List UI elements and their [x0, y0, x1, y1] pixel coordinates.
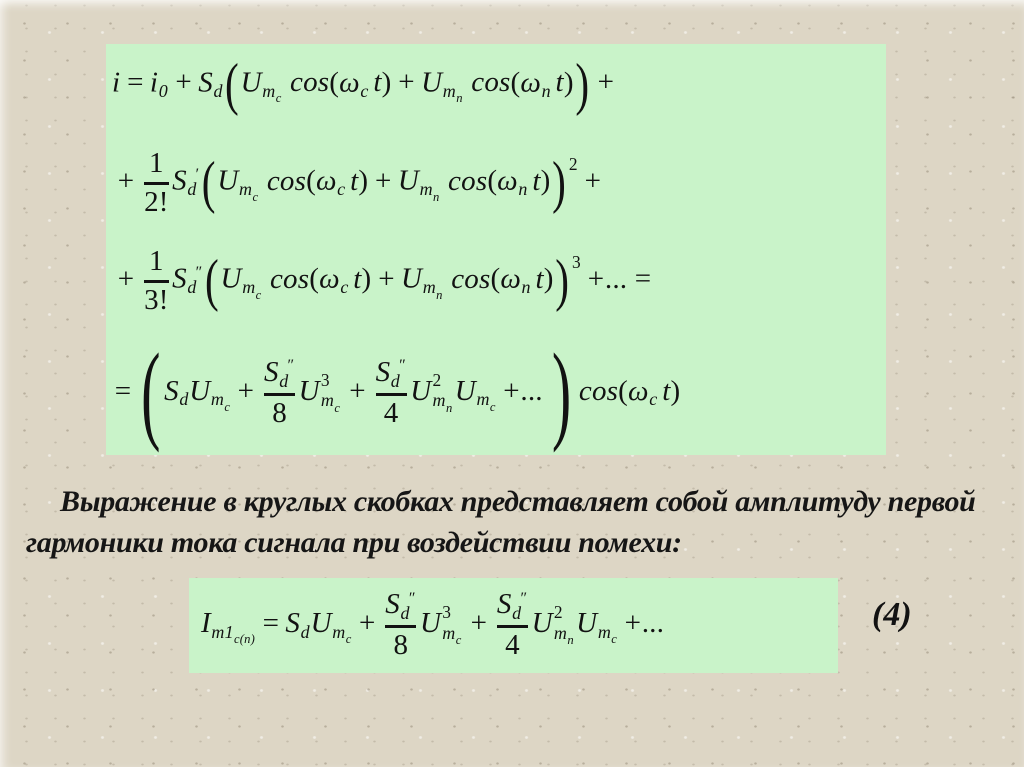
- subscript: $m_c$: [597, 621, 618, 647]
- body-text: [26, 481, 1001, 563]
- exponent: 3: [572, 252, 581, 273]
- big-paren-close: ): [575, 51, 590, 117]
- exponent: 2: [568, 154, 578, 175]
- body-text-line-1: Выражение в круглых скобках представляет собой амплитуду первой: [60, 485, 976, 518]
- fraction: $\frac{Sd''}{8}$: [263, 355, 295, 429]
- big-paren-close: ): [555, 247, 570, 313]
- big-paren-open: (: [225, 51, 239, 117]
- subscript: $m_c$: [332, 621, 352, 647]
- subscript: $m_c$: [210, 389, 231, 414]
- subscript: $m_c$: [242, 277, 262, 302]
- subscript: $m_n$: [419, 179, 440, 204]
- big-paren-open: (: [201, 149, 216, 215]
- eq4-formula-panel: [189, 578, 838, 673]
- giant-paren-open: (: [141, 330, 161, 454]
- fraction: $\frac{1}{3!}$: [144, 245, 169, 316]
- fraction: $\frac{1}{2!}$: [144, 147, 169, 218]
- big-paren-close: ): [552, 149, 567, 215]
- equation-number: (4): [872, 596, 912, 633]
- fraction: $\frac{Sd''}{4}$: [496, 588, 528, 662]
- fraction: $\frac{Sd''}{4}$: [375, 355, 406, 429]
- big-paren-open: (: [204, 247, 219, 313]
- formula-line-3: + $\frac{1}{3!}$ $Sd''(Um_c\cos(\omega c$ $t) + Um_n\cos(\omega n$ t)) $^3$+... =: [115, 245, 653, 316]
- subscript: $m_c$: [476, 389, 496, 414]
- subscript: $m_c$: [262, 81, 282, 106]
- formula-line-4: = ( SdUm$_c$+ $\frac{Sd''}{8}$ U 3 $m_c$ + $\frac{Sd''}{4}$ U 2 $m_n$ $Um_c+$... ) cos(ωc t): [112, 330, 681, 454]
- formula-line-2: + $\frac{1}{2!}$ $Sd'(Um_c\cos(\omega c$ $t) + Um_n\cos(\omega n$ t)) $^2$+: [115, 147, 603, 218]
- fraction: $\frac{Sd''}{8}$: [385, 588, 416, 662]
- sup-sub-stack: 2 $m_n$: [553, 602, 574, 648]
- subscript: $m_n$: [442, 81, 463, 106]
- sup-sub-stack: 2 $m_n$: [432, 369, 453, 415]
- eq4-formula-line: $Im1_{c(n)}=$ SdUm$_c$+ $\frac{Sd''}{8}$ U 3 $m_c$ + $\frac{Sd''}{4}$ U 2 $m_n$ $Um_c+$...: [201, 588, 665, 662]
- main-formula-panel: [106, 44, 886, 455]
- sup-sub-stack: 3 $m_c$: [320, 369, 341, 415]
- giant-paren-close: ): [551, 330, 572, 454]
- body-text-line-2: гармоники тока сигнала при воздействии помехи:: [26, 526, 682, 559]
- sup-sub-stack: 3 $m_c$: [442, 602, 462, 648]
- subscript: $m_n$: [422, 277, 443, 302]
- subscript: $m1_{c(n)}$: [211, 621, 256, 647]
- formula-line-1: $i = i0 + Sd(Um_c\cos(\omega c$ $t) + Um_n\cos(\omega n$ t)) +: [112, 51, 616, 117]
- subscript: $m_c$: [239, 179, 259, 204]
